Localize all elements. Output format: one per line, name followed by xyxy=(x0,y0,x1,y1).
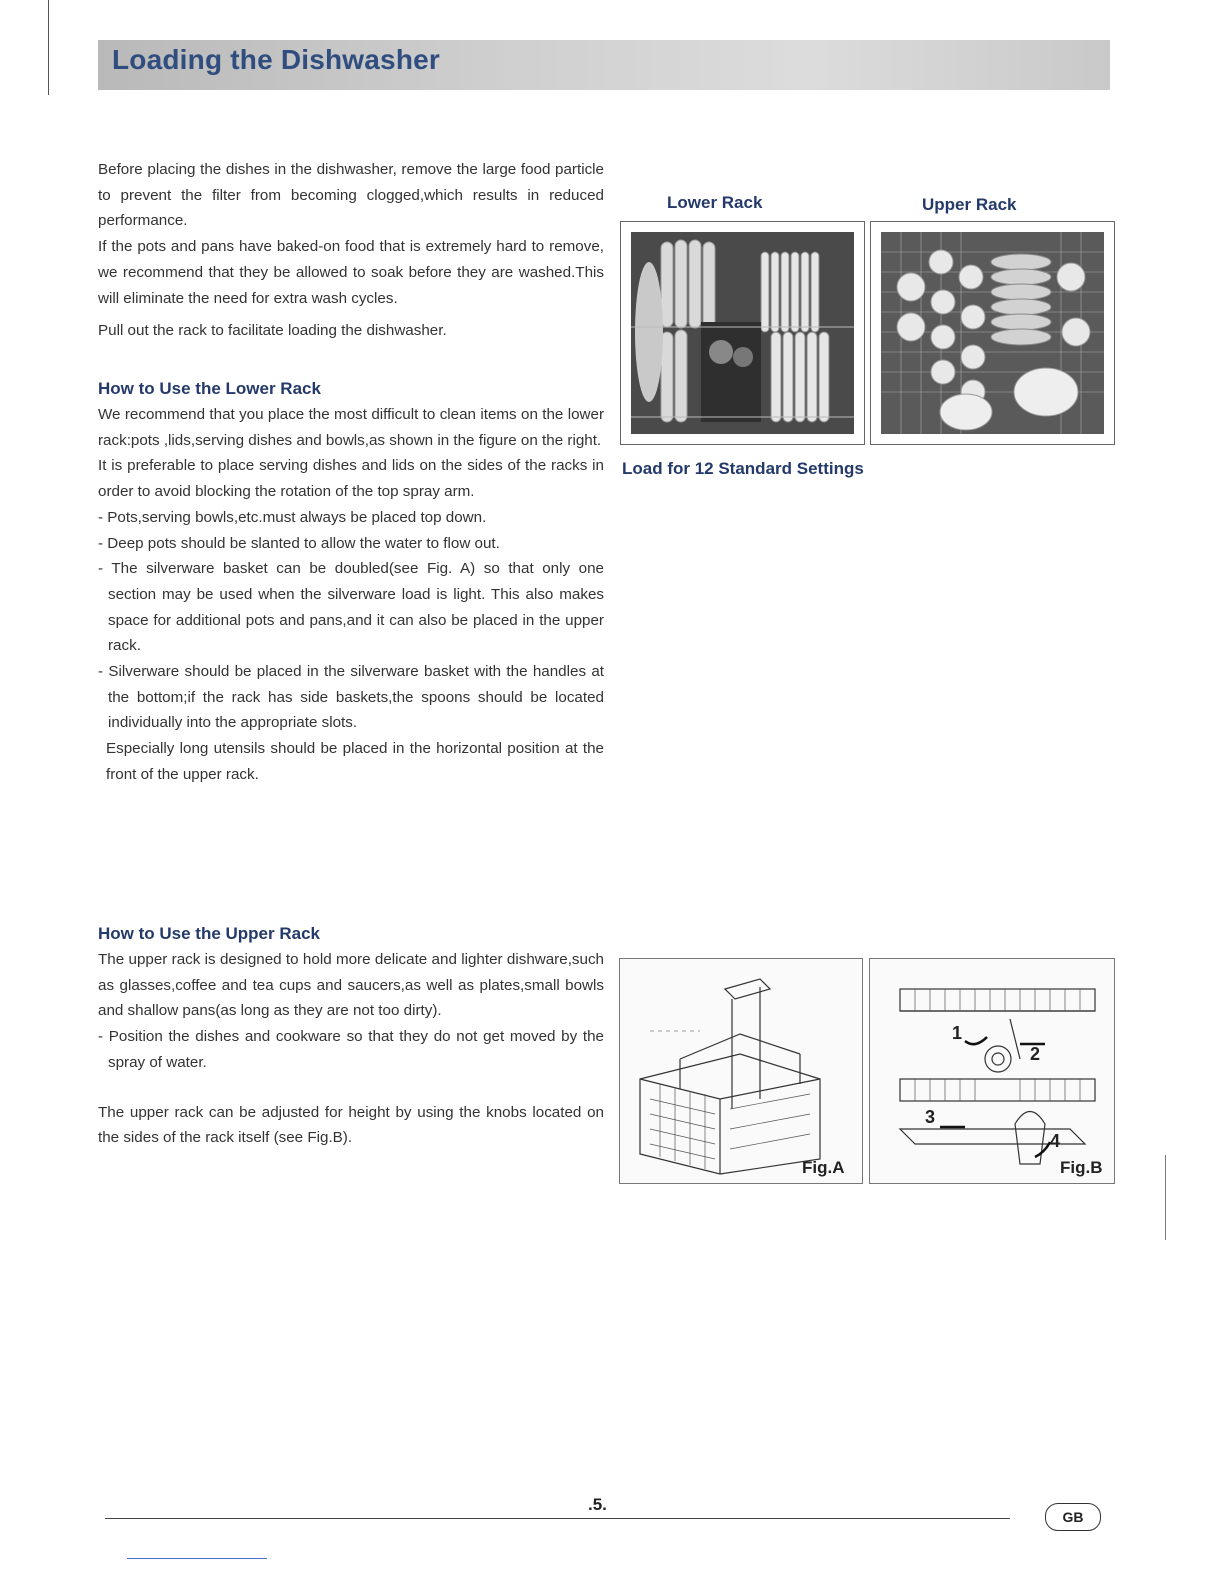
intro-paragraph: Pull out the rack to facilitate loading the dishwasher. xyxy=(98,322,447,340)
photo-caption: Load for 12 Standard Settings xyxy=(622,459,864,478)
lower-rack-photo xyxy=(620,221,865,445)
footer-rule xyxy=(105,1518,1010,1519)
lower-rack-bullet: - The silverware basket can be doubled(see Fig. A) so that only one section may be used when the silverware load is light. This also makes space for additional pots and pans,and it can also be placed in the upper rack. xyxy=(98,560,604,655)
intro-paragraph: If the pots and pans have baked-on food that is extremely hard to remove, we recommend that they be allowed to soak before they are washed.This will eliminate the need for extra wash cycles. xyxy=(98,238,604,307)
lower-rack-bullet: - Silverware should be placed in the silverware basket with the handles at the bottom;if the rack has side baskets,the spoons should be located individually into the appropriate slots. xyxy=(98,663,604,732)
margin-mark xyxy=(1165,1155,1166,1240)
upper-rack-bullet: - Position the dishes and cookware so that they do not get moved by the spray of water. xyxy=(98,1028,604,1071)
lower-rack-section xyxy=(98,376,604,788)
page-number: .5. xyxy=(588,1495,607,1514)
lower-rack-label: Lower Rack xyxy=(667,193,763,212)
margin-rule xyxy=(48,0,49,95)
upper-rack-photo xyxy=(870,221,1115,445)
lower-rack-paragraph: We recommend that you place the most difficult to clean items on the lower rack:pots ,lids,serving dishes and bowls,as shown in the figure on the right. xyxy=(98,406,604,449)
fig-b-label: Fig.B xyxy=(1060,1158,1103,1177)
fig-a-frame xyxy=(619,958,863,1184)
fig-a-label: Fig.A xyxy=(802,1158,845,1177)
intro-section xyxy=(98,157,604,344)
upper-rack-paragraph: The upper rack can be adjusted for height by using the knobs located on the sides of the rack itself (see Fig.B). xyxy=(98,1103,604,1147)
upper-rack-paragraph: The upper rack is designed to hold more delicate and lighter dishware,such as glasses,coffee and tea cups and saucers,as well as plates,small bowls and shallow pans(as long as they are not too dirty). xyxy=(98,951,604,1020)
upper-rack-section xyxy=(98,921,604,1151)
upper-rack-image xyxy=(881,232,1104,434)
page-title: Loading the Dishwasher xyxy=(112,44,440,75)
rack-height-adjustment-illustration xyxy=(870,959,1114,1183)
step-label: 1 xyxy=(952,1023,963,1043)
silverware-basket-illustration xyxy=(620,959,862,1183)
upper-rack-label: Upper Rack xyxy=(922,195,1017,214)
fig-b-frame xyxy=(869,958,1115,1184)
scan-mark xyxy=(127,1558,267,1559)
lower-rack-bullet: - Deep pots should be slanted to allow the water to flow out. xyxy=(98,534,500,552)
lower-rack-paragraph: It is preferable to place serving dishes and lids on the sides of the racks in order to avoid blocking the rotation of the top spray arm. xyxy=(98,457,604,501)
lower-rack-bullet: - Pots,serving bowls,etc.must always be placed top down. xyxy=(98,508,487,526)
upper-rack-heading: How to Use the Upper Rack xyxy=(98,924,320,943)
step-label: 3 xyxy=(925,1107,936,1127)
language-badge: GB xyxy=(1045,1503,1101,1531)
step-label: 4 xyxy=(1050,1131,1061,1151)
step-label: 2 xyxy=(1030,1044,1041,1064)
intro-paragraph: Before placing the dishes in the dishwasher, remove the large food particle to prevent the filter from becoming clogged,which results in reduced performance. xyxy=(98,161,604,230)
lower-rack-paragraph: Especially long utensils should be placed in the horizontal position at the front of the upper rack. xyxy=(106,740,604,783)
lower-rack-heading: How to Use the Lower Rack xyxy=(98,379,321,398)
lower-rack-image xyxy=(631,232,854,434)
